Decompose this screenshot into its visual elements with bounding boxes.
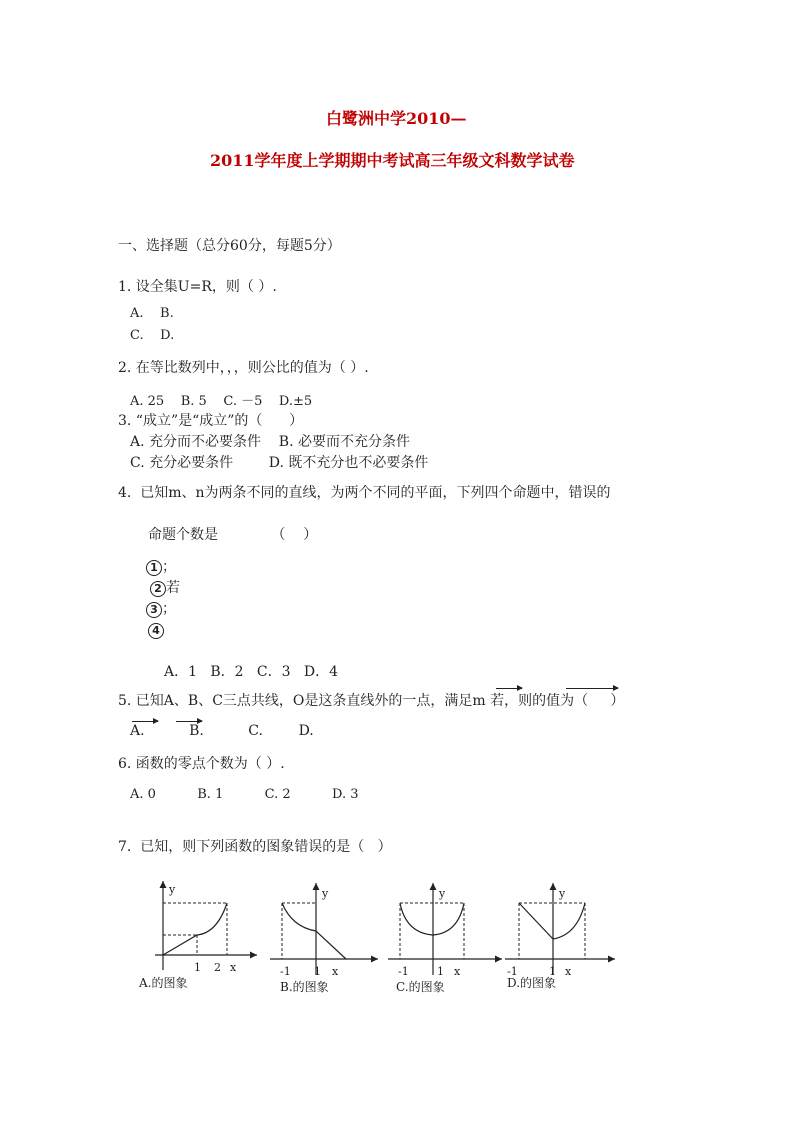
tick-label: 1 bbox=[194, 961, 201, 974]
tick-label: 1 bbox=[314, 965, 321, 978]
graph-caption: B.的图象 bbox=[280, 980, 329, 994]
question-6-options: A. 0 B. 1 C. 2 D. 3 bbox=[130, 787, 359, 802]
question-1-options-row-2: C. D. bbox=[130, 328, 175, 343]
circled-number-2: 2 bbox=[150, 581, 166, 597]
y-axis-label: y bbox=[439, 887, 446, 900]
x-axis-label: x bbox=[565, 965, 572, 978]
item-3-text: ； bbox=[162, 601, 176, 617]
tick-label: -1 bbox=[280, 965, 291, 978]
y-axis-label: y bbox=[559, 887, 566, 900]
tick-label: -1 bbox=[398, 965, 409, 978]
y-axis-label: y bbox=[322, 887, 329, 900]
question-5-options: A. B. C. D. bbox=[130, 723, 314, 739]
circled-number-1: 1 bbox=[146, 560, 162, 576]
question-1-options-row-1: A. B. bbox=[130, 306, 174, 321]
item-2-text: 若 bbox=[166, 580, 180, 596]
graph-c bbox=[388, 875, 508, 1000]
question-4-stem-continued: 命题个数是 （ ） bbox=[148, 527, 318, 543]
question-4-item-2 bbox=[150, 577, 180, 597]
function-curve bbox=[400, 903, 464, 935]
question-3-stem: 3. “成立”是“成立”的（ ） bbox=[118, 413, 304, 429]
graph-b bbox=[270, 875, 385, 1000]
question-5-stem: 5. 已知A、B、C三点共线，O是这条直线外的一点，满足m 若，则的值为（ ） bbox=[118, 693, 625, 709]
question-4-item-1 bbox=[146, 556, 176, 576]
question-4-item-3 bbox=[146, 598, 176, 618]
function-curve bbox=[282, 903, 346, 959]
question-2-options: A. 25 B. 5 C. －5 D.±5 bbox=[130, 394, 313, 409]
section-heading: 一、选择题（总分60分，每题5分） bbox=[118, 238, 341, 254]
y-axis-label: y bbox=[169, 883, 176, 896]
x-axis-label: x bbox=[230, 961, 237, 974]
graph-caption: A.的图象 bbox=[139, 976, 188, 990]
vector-arrow bbox=[132, 721, 158, 722]
function-curve bbox=[163, 903, 227, 955]
tick-label: 2 bbox=[214, 961, 221, 974]
question-1-stem: 1. 设全集U=R，则（ ）. bbox=[118, 279, 277, 295]
circled-number-4: 4 bbox=[148, 623, 164, 639]
graph-a bbox=[139, 875, 265, 1000]
vector-arrow bbox=[496, 688, 522, 689]
title-line-1: 白鹭洲中学2010— bbox=[326, 109, 467, 128]
question-2-stem: 2. 在等比数列中，，，则公比的值为（ ）. bbox=[118, 360, 369, 376]
graph-caption: C.的图象 bbox=[396, 980, 445, 994]
question-4-item-4 bbox=[148, 622, 164, 639]
question-4-options: A．1 B．2 C．3 D．4 bbox=[164, 664, 339, 680]
question-6-stem: 6. 函数的零点个数为（ ）. bbox=[118, 756, 285, 772]
tick-label: 1 bbox=[549, 965, 556, 978]
graph-d bbox=[505, 875, 620, 1000]
circled-number-3: 3 bbox=[146, 602, 162, 618]
graph-caption: D.的图象 bbox=[507, 976, 557, 990]
x-axis-label: x bbox=[454, 965, 461, 978]
item-1-text: ； bbox=[162, 559, 176, 575]
tick-label: -1 bbox=[507, 965, 518, 978]
tick-label: 1 bbox=[437, 965, 444, 978]
function-curve bbox=[519, 903, 585, 939]
question-3-options-row-2: C. 充分必要条件 D. 既不充分也不必要条件 bbox=[130, 455, 429, 471]
title-line-2: 2011学年度上学期期中考试高三年级文科数学试卷 bbox=[210, 151, 575, 170]
question-3-options-row-1: A. 充分而不必要条件 B. 必要而不充分条件 bbox=[130, 434, 410, 450]
x-axis-label: x bbox=[332, 965, 339, 978]
question-4-stem: 4. 已知m、n为两条不同的直线，为两个不同的平面，下列四个命题中，错误的 bbox=[118, 485, 611, 501]
question-7-stem: 7. 已知，则下列函数的图象错误的是（ ） bbox=[118, 839, 392, 855]
vector-arrow bbox=[176, 721, 202, 722]
vector-arrow bbox=[566, 688, 618, 689]
